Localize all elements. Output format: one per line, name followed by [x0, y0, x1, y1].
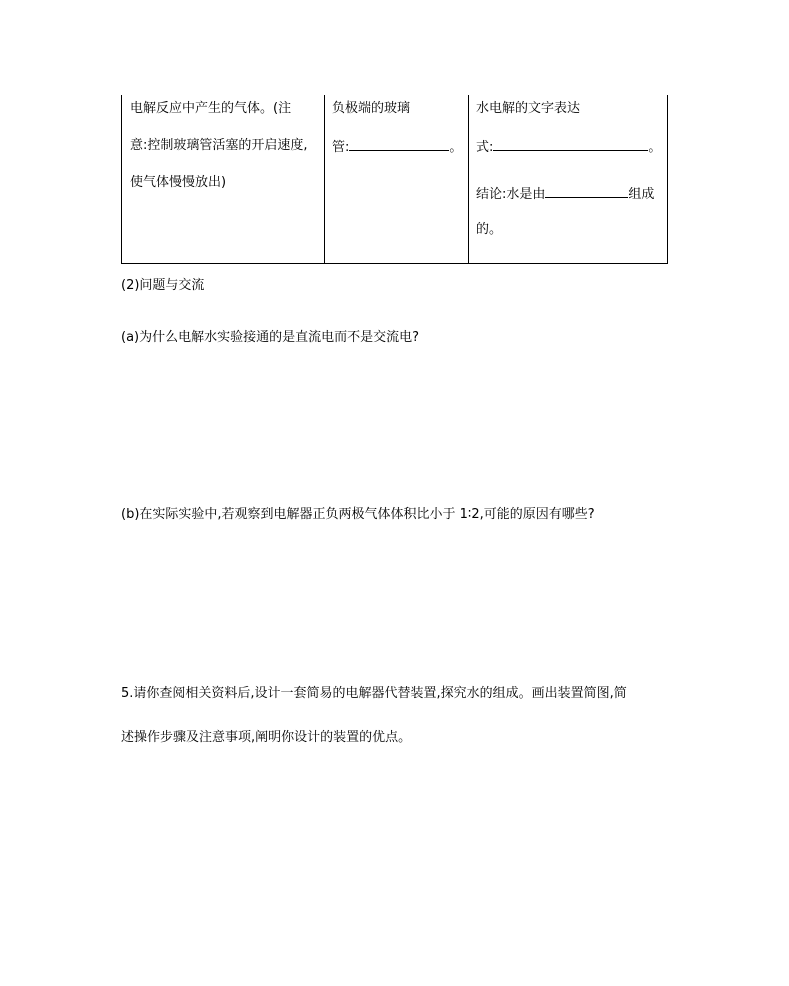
conclusion-line-1: 水电解的文字表达 — [476, 101, 581, 116]
phenomenon-suffix: 。 — [449, 140, 463, 155]
phenomenon-line-1: 负极端的玻璃 — [332, 101, 411, 116]
word-equation-suffix: 。 — [648, 140, 662, 155]
phenomenon-answer-blank[interactable] — [349, 138, 449, 151]
phenomenon-prefix: 管: — [332, 140, 350, 155]
experiment-table — [121, 95, 668, 264]
table-cell-phenomenon — [325, 95, 469, 263]
composition-prefix: 结论:水是由 — [476, 187, 546, 202]
question-b: (b)在实际实验中,若观察到电解器正负两极气体体积比小于 1∶2,可能的原因有哪些? — [121, 507, 595, 522]
composition-suffix: 组成 — [628, 187, 655, 202]
phenomenon-line-2 — [332, 138, 462, 156]
procedure-line-3: 使气体慢慢放出) — [130, 175, 227, 190]
table-cell-conclusion — [469, 95, 667, 263]
conclusion-line-2 — [476, 138, 661, 156]
composition-blank[interactable] — [545, 185, 628, 198]
question-5-line-1: 5.请你查阅相关资料后,设计一套简易的电解器代替装置,探究水的组成。画出装置简图,简 — [121, 686, 627, 701]
question-5-line-2: 述操作步骤及注意事项,阐明你设计的装置的优点。 — [121, 730, 412, 745]
table-cell-procedure — [122, 95, 325, 263]
question-a: (a)为什么电解水实验接通的是直流电而不是交流电? — [121, 330, 420, 345]
section-2-heading: (2)问题与交流 — [121, 278, 205, 293]
procedure-line-2: 意:控制玻璃管活塞的开启速度, — [130, 138, 308, 153]
conclusion-line-3 — [476, 185, 654, 203]
word-equation-blank[interactable] — [493, 138, 648, 151]
procedure-line-1: 电解反应中产生的气体。(注 — [130, 101, 292, 116]
word-equation-prefix: 式: — [476, 140, 494, 155]
conclusion-line-4: 的。 — [476, 222, 503, 237]
